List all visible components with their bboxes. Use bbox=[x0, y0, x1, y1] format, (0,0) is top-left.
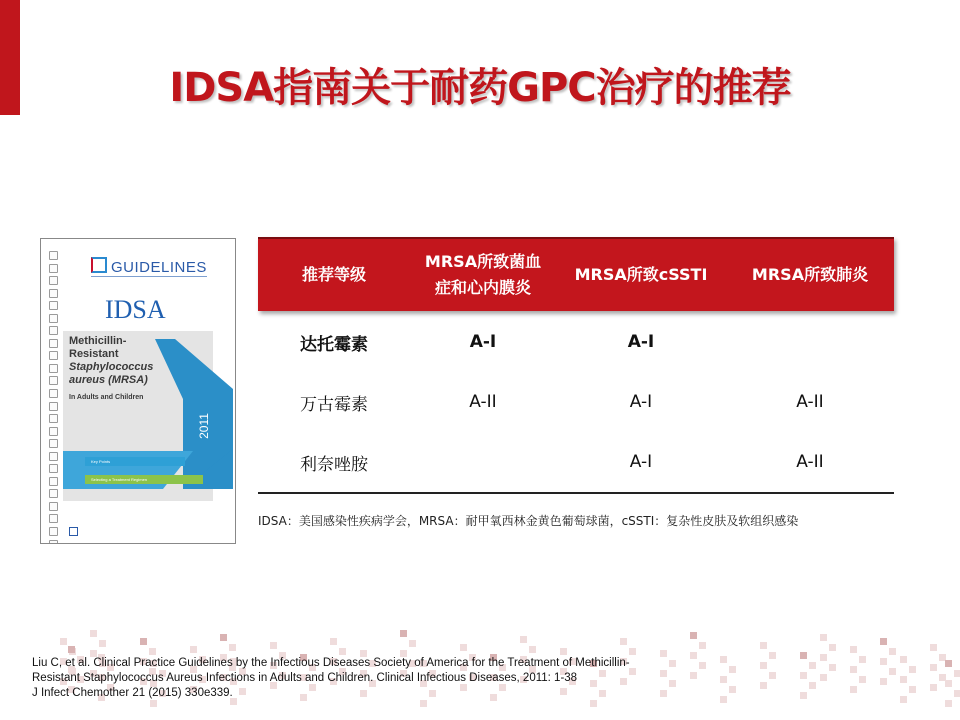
guideline-cover-image bbox=[40, 238, 236, 544]
spiral-ring bbox=[49, 276, 58, 285]
decor-square bbox=[800, 652, 807, 659]
decor-square bbox=[660, 650, 667, 657]
header-bacteremia: MRSA所致菌血 症和心内膜炎 bbox=[424, 252, 542, 297]
guidelines-logo: GUIDELINES bbox=[91, 257, 207, 277]
spiral-ring bbox=[49, 527, 58, 536]
slide-title: IDSA指南关于耐药GPC治疗的推荐 bbox=[169, 65, 791, 111]
decor-square bbox=[760, 682, 767, 689]
decor-square bbox=[800, 672, 807, 679]
spiral-ring bbox=[49, 464, 58, 473]
decor-square bbox=[850, 646, 857, 653]
spiral-ring bbox=[49, 314, 58, 323]
decor-square bbox=[820, 634, 827, 641]
decor-square bbox=[629, 648, 636, 655]
decor-square bbox=[270, 642, 277, 649]
table-row bbox=[258, 372, 894, 432]
decor-square bbox=[529, 646, 536, 653]
decor-square bbox=[520, 636, 527, 643]
decor-square bbox=[400, 630, 407, 637]
decor-square bbox=[769, 652, 776, 659]
decor-square bbox=[829, 644, 836, 651]
decor-square bbox=[809, 662, 816, 669]
decor-square bbox=[409, 640, 416, 647]
decor-square bbox=[229, 644, 236, 651]
spiral-ring bbox=[49, 452, 58, 461]
table-row bbox=[258, 432, 894, 492]
cover-bar-key-points: Key Points bbox=[85, 457, 185, 466]
grade-cssti: A-I bbox=[629, 392, 653, 412]
decor-square bbox=[859, 676, 866, 683]
decor-square bbox=[339, 648, 346, 655]
decor-square bbox=[930, 684, 937, 691]
spiral-ring bbox=[49, 414, 58, 423]
spiral-binding bbox=[49, 251, 57, 544]
spiral-ring bbox=[49, 264, 58, 273]
spiral-ring bbox=[49, 364, 58, 373]
decor-square bbox=[930, 664, 937, 671]
decor-square bbox=[945, 700, 952, 707]
spiral-ring bbox=[49, 251, 58, 260]
decor-square bbox=[68, 646, 75, 653]
drug-name: 万古霉素 bbox=[300, 394, 368, 415]
spiral-ring bbox=[49, 489, 58, 498]
spiral-ring bbox=[49, 351, 58, 360]
spiral-ring bbox=[49, 477, 58, 486]
header-pneumonia: MRSA所致肺炎 bbox=[751, 265, 869, 284]
decor-square bbox=[930, 644, 937, 651]
table-row bbox=[258, 312, 894, 372]
abbreviation-note: IDSA：美国感染性疾病学会，MRSA：耐甲氧西林金黄色葡萄球菌，cSSTI：复杂性皮肤及软组织感染 bbox=[258, 514, 799, 528]
decor-square bbox=[690, 672, 697, 679]
spiral-ring bbox=[49, 301, 58, 310]
decor-square bbox=[769, 672, 776, 679]
decor-square bbox=[720, 656, 727, 663]
grade-bacteremia: A-II bbox=[469, 392, 497, 412]
table-header bbox=[258, 237, 894, 311]
reference-list bbox=[32, 656, 630, 701]
grade-cssti: A-I bbox=[629, 452, 653, 472]
decor-square bbox=[954, 690, 960, 697]
decor-square bbox=[690, 652, 697, 659]
decor-square bbox=[850, 686, 857, 693]
decor-square bbox=[809, 682, 816, 689]
decor-square bbox=[560, 648, 567, 655]
decor-square bbox=[99, 640, 106, 647]
decor-square bbox=[629, 668, 636, 675]
decor-square bbox=[660, 670, 667, 677]
decor-square bbox=[900, 696, 907, 703]
decor-square bbox=[620, 638, 627, 645]
decor-square bbox=[720, 676, 727, 683]
decor-square bbox=[149, 648, 156, 655]
decor-square bbox=[150, 700, 157, 707]
decor-square bbox=[889, 668, 896, 675]
grade-bacteremia bbox=[410, 432, 556, 492]
drug-name: 达托霉素 bbox=[300, 334, 368, 355]
decor-square bbox=[760, 642, 767, 649]
decor-square bbox=[820, 654, 827, 661]
decor-square bbox=[880, 658, 887, 665]
decor-square bbox=[669, 660, 676, 667]
spiral-ring bbox=[49, 514, 58, 523]
decor-square bbox=[850, 666, 857, 673]
decor-square bbox=[60, 638, 67, 645]
decor-square bbox=[889, 648, 896, 655]
spiral-ring bbox=[49, 427, 58, 436]
header-cssti: MRSA所致cSSTI bbox=[574, 265, 708, 284]
decor-square bbox=[909, 666, 916, 673]
decor-square bbox=[859, 656, 866, 663]
decor-square bbox=[660, 690, 667, 697]
decor-square bbox=[800, 692, 807, 699]
decor-square bbox=[330, 638, 337, 645]
decor-square bbox=[880, 678, 887, 685]
decor-square bbox=[829, 664, 836, 671]
spiral-ring bbox=[49, 439, 58, 448]
spiral-ring bbox=[49, 326, 58, 335]
decor-square bbox=[669, 680, 676, 687]
decor-square bbox=[945, 660, 952, 667]
cover-bar-treatment: Selecting a Treatment Regimen bbox=[85, 475, 203, 484]
grade-pneumonia: A-II bbox=[796, 392, 824, 412]
drug-name: 利奈唑胺 bbox=[300, 454, 368, 475]
spiral-ring bbox=[49, 376, 58, 385]
reference-line: Resistant Staphylococcus Aureus Infections in Adults and Children. Clinical Infectious Diseases, 2011: 1-38 bbox=[32, 672, 578, 684]
decor-square bbox=[190, 646, 197, 653]
spiral-ring bbox=[49, 339, 58, 348]
reference-line: J Infect Chemother 21 (2015) 330e339. bbox=[32, 687, 233, 699]
reference-line: Liu C, et al. Clinical Practice Guidelines by the Infectious Diseases Society of America for the Treatment of Methicillin- bbox=[32, 657, 630, 669]
decor-square bbox=[220, 634, 227, 641]
decor-square bbox=[729, 666, 736, 673]
grade-pneumonia bbox=[726, 312, 894, 372]
cover-year: 2011 bbox=[196, 413, 211, 439]
decor-square bbox=[909, 686, 916, 693]
spiral-ring bbox=[49, 402, 58, 411]
spiral-ring bbox=[49, 389, 58, 398]
cover-title: Methicillin- Resistant Staphylococcus aureus (MRSA) In Adults and Children bbox=[69, 335, 154, 401]
decor-square bbox=[760, 662, 767, 669]
decor-square bbox=[690, 632, 697, 639]
decor-square bbox=[880, 638, 887, 645]
decor-square bbox=[699, 642, 706, 649]
header-grade: 推荐等级 bbox=[301, 265, 366, 284]
decor-square bbox=[460, 644, 467, 651]
decor-square bbox=[720, 696, 727, 703]
decor-square bbox=[945, 680, 952, 687]
spiral-ring bbox=[49, 502, 58, 511]
decor-square bbox=[140, 638, 147, 645]
decor-square bbox=[954, 670, 960, 677]
spiral-ring bbox=[49, 540, 58, 544]
cover-footer-logo bbox=[69, 527, 78, 536]
recommendation-table bbox=[258, 237, 894, 494]
decor-square bbox=[729, 686, 736, 693]
decor-square bbox=[590, 700, 597, 707]
decor-square bbox=[90, 630, 97, 637]
spiral-ring bbox=[49, 289, 58, 298]
idsa-logo: IDSA bbox=[105, 295, 166, 324]
decor-square bbox=[900, 656, 907, 663]
grade-bacteremia: A-I bbox=[469, 332, 497, 352]
decor-square bbox=[699, 662, 706, 669]
decor-square bbox=[900, 676, 907, 683]
decor-square bbox=[420, 700, 427, 707]
grade-pneumonia: A-II bbox=[796, 452, 824, 472]
decor-square bbox=[820, 674, 827, 681]
grade-cssti: A-I bbox=[627, 332, 655, 352]
